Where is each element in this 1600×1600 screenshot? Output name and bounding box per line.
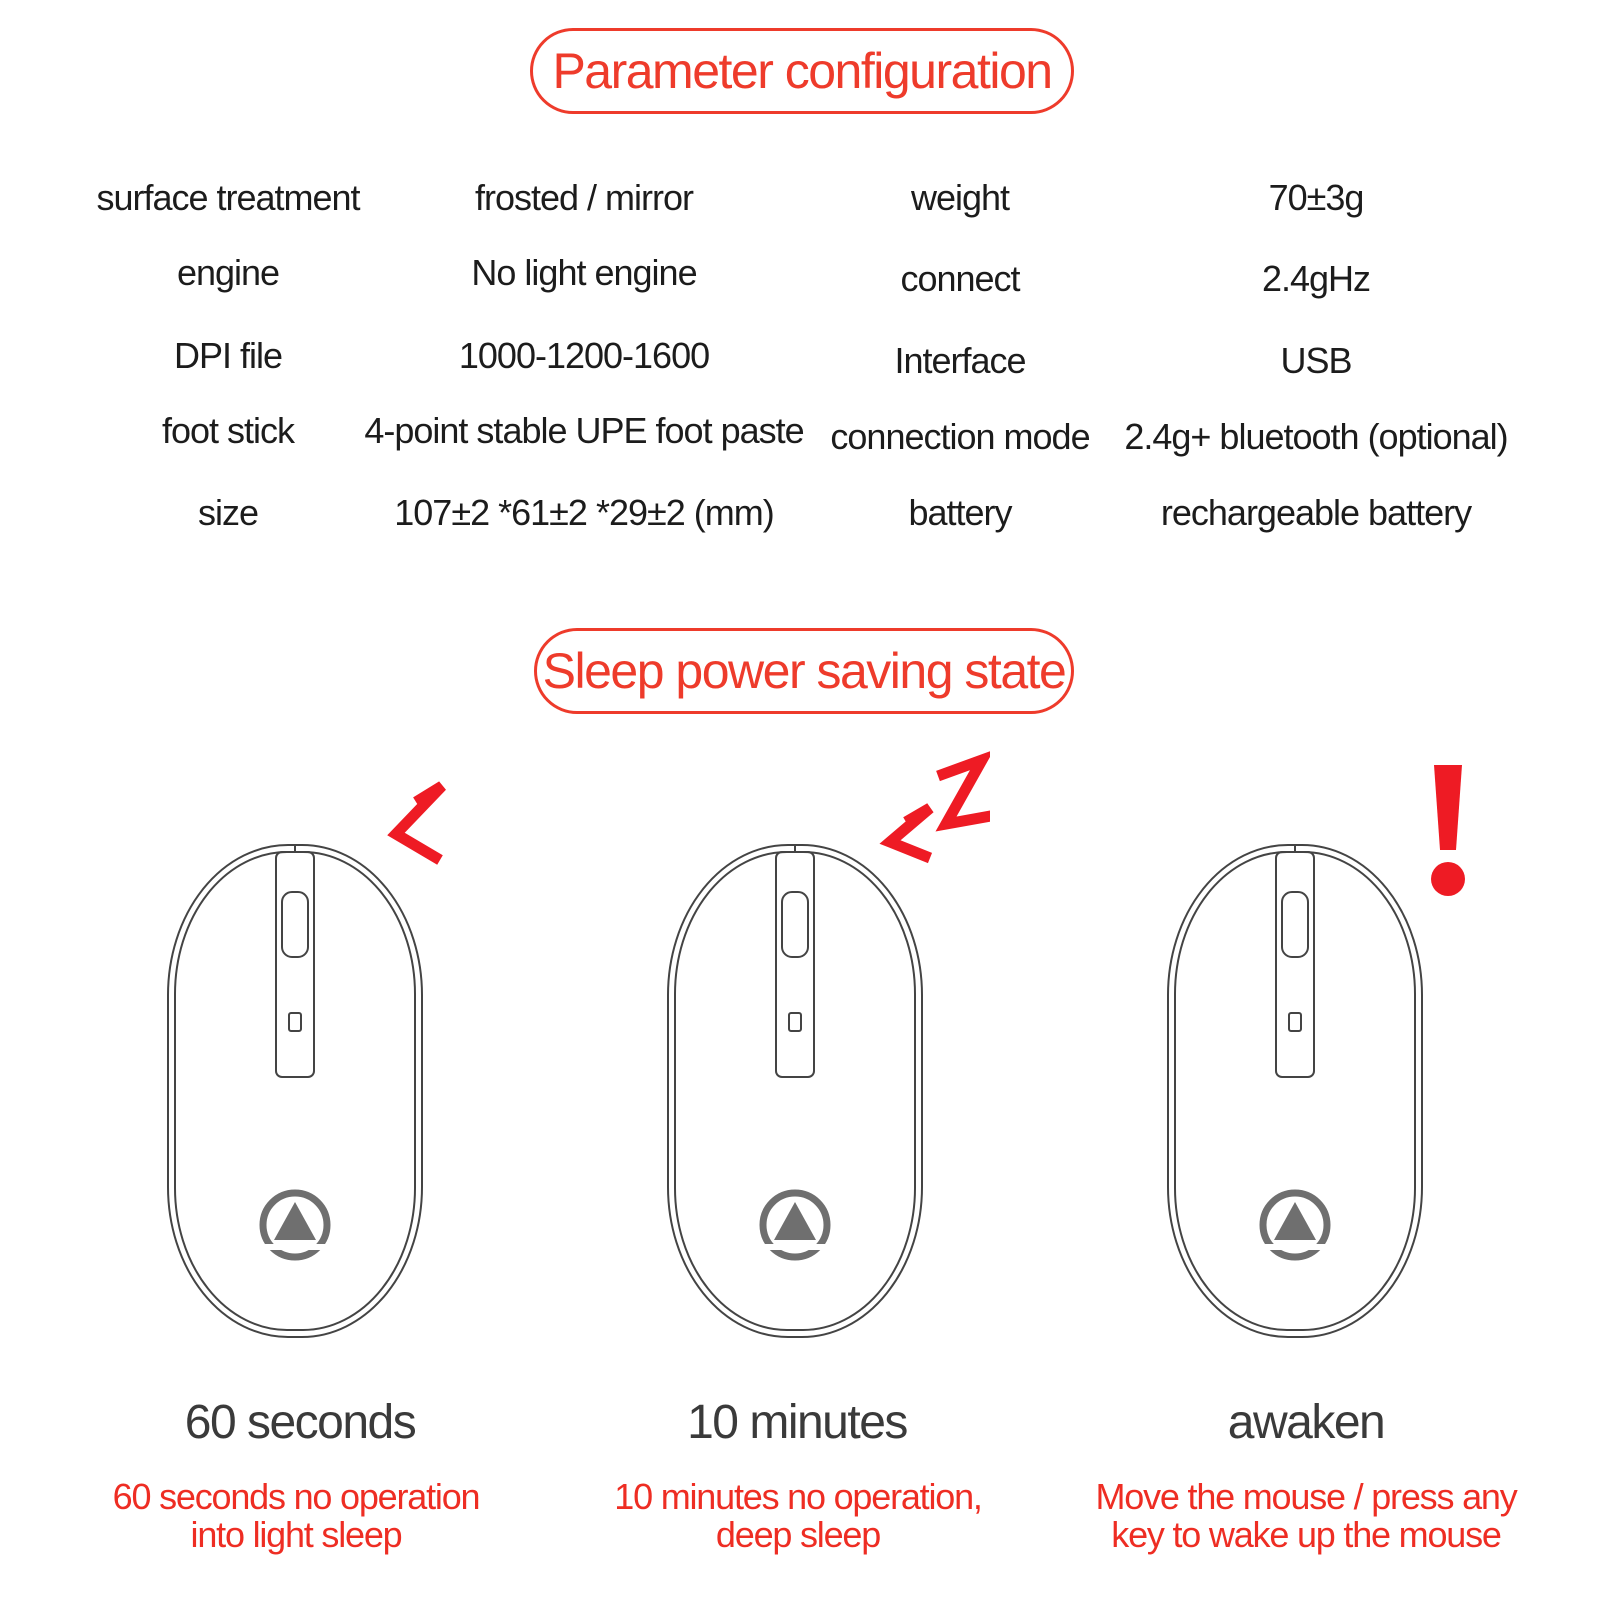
section-title-sleep-power-saving: Sleep power saving state: [534, 628, 1074, 714]
mode-description-awaken: [1095, 1478, 1516, 1554]
param-value: 1000-1200-1600: [458, 335, 710, 376]
logo-icon: [1260, 1193, 1330, 1257]
section-title-parameter-configuration: Parameter configuration: [530, 28, 1074, 114]
mode-description-light-sleep: [113, 1478, 480, 1554]
exclamation-icon: [1431, 765, 1465, 896]
mouse-illustration-light-sleep: [100, 750, 490, 1350]
mode-description-line: 60 seconds no operation: [112, 1476, 480, 1517]
param-label: foot stick: [161, 410, 295, 451]
mode-description-deep-sleep: [614, 1478, 981, 1554]
logo-icon: [260, 1193, 330, 1257]
param-label: surface treatment: [96, 177, 360, 218]
z-icon: [396, 786, 442, 860]
param-value: No light engine: [471, 252, 697, 293]
param-label: size: [197, 492, 259, 533]
param-label: engine: [176, 252, 280, 293]
param-value: 4-point stable UPE foot paste: [364, 410, 804, 451]
param-value: 70±3g: [1268, 177, 1364, 218]
mouse-illustration-awaken: [1100, 750, 1490, 1350]
param-value: 2.4g+ bluetooth (optional): [1124, 416, 1508, 457]
param-label: weight: [910, 177, 1010, 218]
mode-description-line: key to wake up the mouse: [1111, 1514, 1501, 1555]
mode-description-line: into light sleep: [190, 1514, 402, 1555]
mode-title-awaken: awaken: [1227, 1396, 1385, 1449]
zz-icon: [890, 760, 990, 858]
param-label: connection mode: [830, 416, 1090, 457]
param-label: Interface: [894, 340, 1026, 381]
mode-description-line: Move the mouse / press any: [1095, 1476, 1517, 1517]
mouse-illustration-deep-sleep: [600, 750, 990, 1350]
param-value: rechargeable battery: [1160, 492, 1472, 533]
logo-icon: [760, 1193, 830, 1257]
mode-description-line: deep sleep: [715, 1514, 881, 1555]
mode-title-light-sleep: 60 seconds: [184, 1396, 416, 1449]
param-value: frosted / mirror: [474, 177, 694, 218]
param-label: connect: [900, 258, 1020, 299]
param-label: battery: [908, 492, 1012, 533]
mode-description-line: 10 minutes no operation,: [614, 1476, 982, 1517]
param-value: 107±2 *61±2 *29±2 (mm): [394, 492, 774, 533]
param-value: USB: [1280, 340, 1352, 381]
param-value: 2.4gHz: [1261, 258, 1371, 299]
mode-title-deep-sleep: 10 minutes: [687, 1396, 907, 1449]
param-label: DPI file: [173, 335, 283, 376]
